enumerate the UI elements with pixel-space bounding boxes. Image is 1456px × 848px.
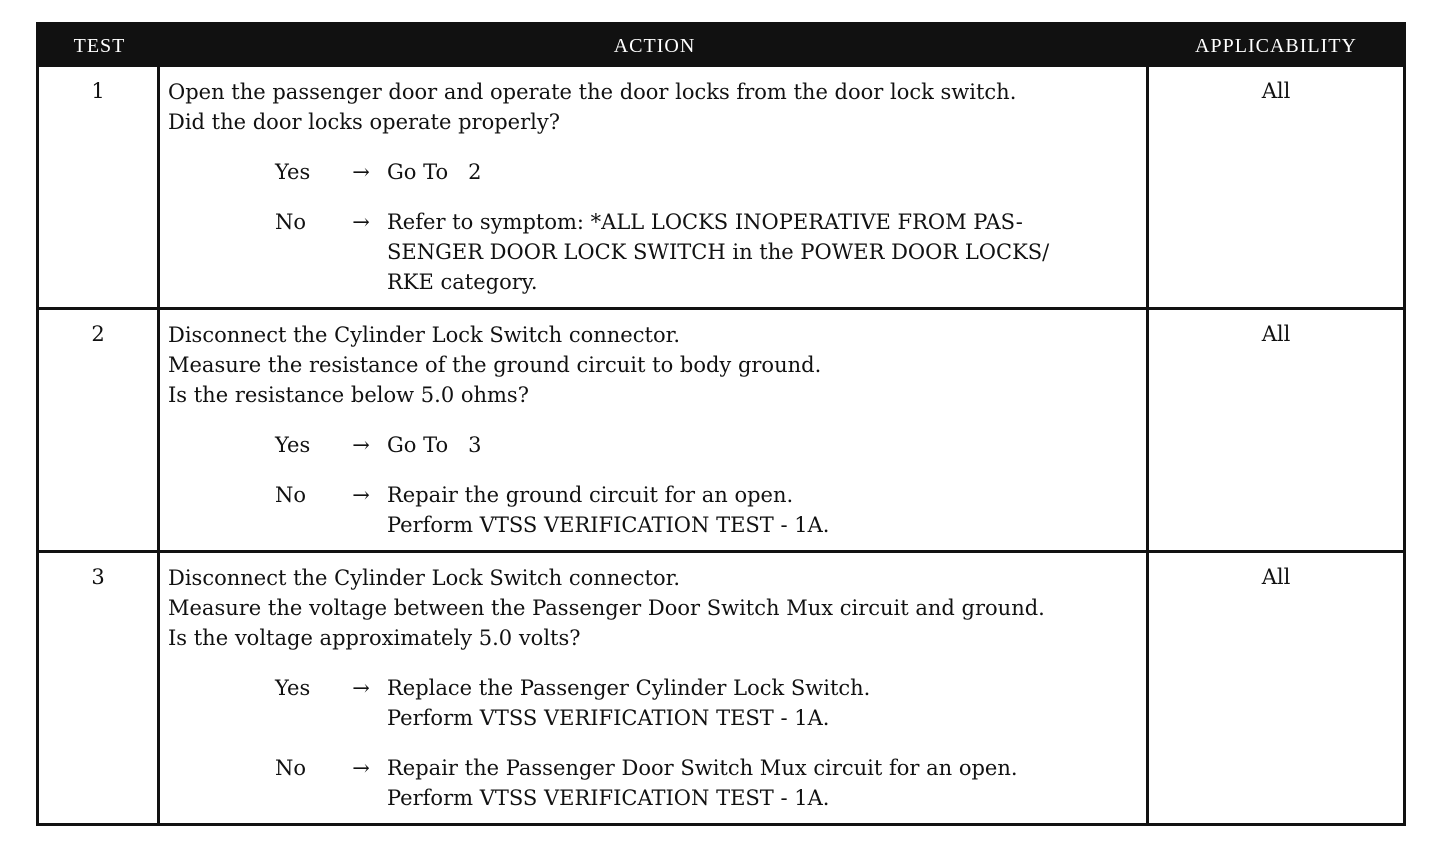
question-line: Disconnect the Cylinder Lock Switch connector.: [168, 323, 680, 347]
question-line: Open the passenger door and operate the door locks from the door lock switch.: [168, 80, 1017, 104]
no-result: [387, 480, 1140, 540]
result-line: Go To 2: [387, 160, 482, 184]
yes-result: [387, 430, 1140, 460]
table-row: [39, 307, 1403, 550]
yes-label: Yes: [275, 433, 311, 457]
result-line: RKE category.: [387, 270, 538, 294]
no-label: No: [275, 756, 307, 780]
header-applicability: APPLICABILITY: [1195, 34, 1357, 57]
applicability-value: All: [1261, 79, 1291, 103]
yes-label: Yes: [275, 676, 311, 700]
table-header: [39, 25, 1403, 67]
result-line: Perform VTSS VERIFICATION TEST - 1A.: [387, 706, 830, 730]
table-row: [39, 67, 1403, 307]
result-line: Replace the Passenger Cylinder Lock Switch.: [387, 676, 871, 700]
arrow-icon: →: [352, 756, 370, 780]
header-test: TEST: [73, 34, 126, 57]
yes-result: [387, 157, 1140, 187]
arrow-icon: →: [352, 483, 370, 507]
result-line: Perform VTSS VERIFICATION TEST - 1A.: [387, 513, 830, 537]
question-line: Disconnect the Cylinder Lock Switch connector.: [168, 566, 680, 590]
yes-branch: [168, 157, 1140, 187]
table-row: [39, 550, 1403, 823]
yes-result: [387, 673, 1140, 733]
result-line: Repair the ground circuit for an open.: [387, 483, 794, 507]
test-number: 2: [39, 310, 160, 550]
question-line: Measure the voltage between the Passenger Door Switch Mux circuit and ground.: [168, 596, 1045, 620]
result-line: Go To 3: [387, 433, 482, 457]
result-line: Repair the Passenger Door Switch Mux circuit for an open.: [387, 756, 1018, 780]
arrow-icon: →: [352, 160, 370, 184]
action-cell: [160, 553, 1149, 823]
question-line: Is the voltage approximately 5.0 volts?: [168, 626, 581, 650]
yes-branch: [168, 430, 1140, 460]
no-label: No: [275, 210, 307, 234]
no-label: No: [275, 483, 307, 507]
arrow-icon: →: [352, 433, 370, 457]
no-branch: [168, 753, 1140, 813]
test-number: 3: [39, 553, 160, 823]
no-result: [387, 753, 1140, 813]
no-branch: [168, 480, 1140, 540]
result-line: Perform VTSS VERIFICATION TEST - 1A.: [387, 786, 830, 810]
arrow-icon: →: [352, 676, 370, 700]
applicability-value: All: [1261, 565, 1291, 589]
question-line: Did the door locks operate properly?: [168, 110, 560, 134]
question-line: Is the resistance below 5.0 ohms?: [168, 383, 529, 407]
action-cell: [160, 310, 1149, 550]
diagnostic-test-table: [36, 22, 1406, 826]
yes-branch: [168, 673, 1140, 733]
no-branch: [168, 207, 1140, 297]
action-cell: [160, 67, 1149, 307]
header-action: ACTION: [613, 34, 696, 57]
arrow-icon: →: [352, 210, 370, 234]
question-line: Measure the resistance of the ground circuit to body ground.: [168, 353, 822, 377]
no-result: [387, 207, 1140, 297]
result-line: SENGER DOOR LOCK SWITCH in the POWER DOOR LOCKS/: [387, 240, 1050, 264]
yes-label: Yes: [275, 160, 311, 184]
test-number: 1: [39, 67, 160, 307]
result-line: Refer to symptom: *ALL LOCKS INOPERATIVE FROM PAS-: [387, 210, 1023, 234]
applicability-value: All: [1261, 322, 1291, 346]
